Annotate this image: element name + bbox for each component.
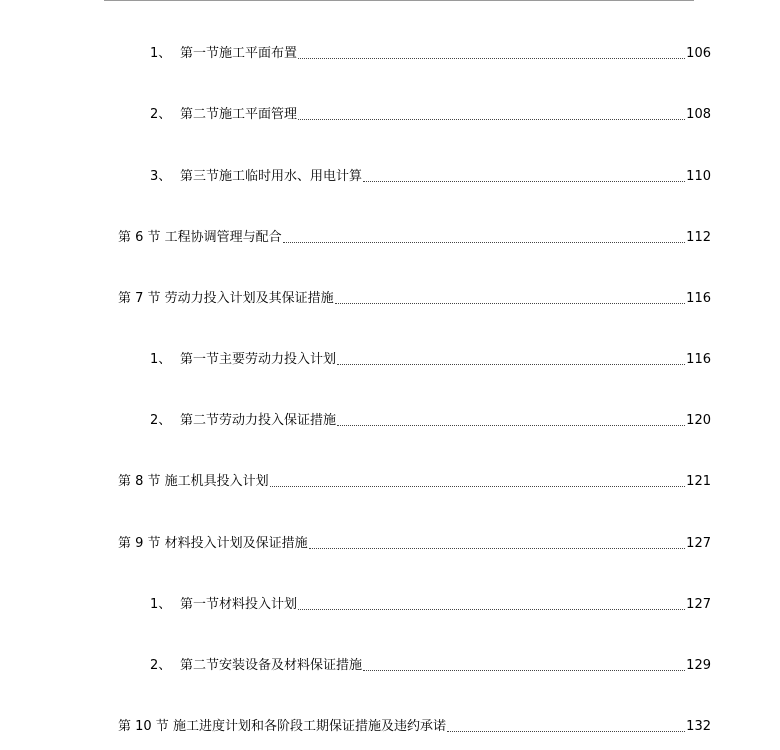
toc-entry-title: 第二节施工平面管理 — [180, 107, 298, 122]
toc-entry-page-number: 121 — [686, 474, 711, 489]
dot-leader — [298, 119, 685, 120]
toc-entry-title: 第一节材料投入计划 — [180, 597, 298, 612]
dot-leader — [363, 670, 685, 671]
toc-entry-title: 第二节安装设备及材料保证措施 — [180, 658, 363, 673]
toc-entry-number: 2、 — [150, 107, 172, 122]
header-rule — [104, 0, 694, 1]
toc-entry-number: 1、 — [150, 597, 172, 612]
toc-entry[interactable] — [150, 165, 711, 185]
toc-entry[interactable] — [150, 103, 711, 123]
toc-entry[interactable] — [150, 593, 711, 613]
toc-entry-title: 第一节主要劳动力投入计划 — [180, 352, 337, 367]
toc-entry-title: 第二节劳动力投入保证措施 — [180, 413, 337, 428]
toc-entry[interactable] — [150, 654, 711, 674]
toc-entry-title: 第三节施工临时用水、用电计算 — [180, 169, 363, 184]
toc-entry[interactable] — [118, 470, 711, 490]
toc-entry-number: 2、 — [150, 413, 172, 428]
dot-leader — [270, 486, 686, 487]
toc-entry-title: 第 9 节 材料投入计划及保证措施 — [118, 536, 308, 551]
toc-entry-number: 1、 — [150, 46, 172, 61]
toc-entry-page-number: 120 — [686, 413, 711, 428]
toc-entry-page-number: 108 — [686, 107, 711, 122]
toc-entry-page-number: 112 — [686, 230, 711, 245]
toc-entry-page-number: 116 — [686, 352, 711, 367]
toc-entry-title: 第 6 节 工程协调管理与配合 — [118, 230, 282, 245]
toc-entry-title: 第一节施工平面布置 — [180, 46, 298, 61]
toc-entry[interactable] — [118, 532, 711, 552]
toc-entry-number: 1、 — [150, 352, 172, 367]
toc-entry-title: 第 10 节 施工进度计划和各阶段工期保证措施及违约承诺 — [118, 719, 446, 734]
toc-entry-page-number: 129 — [686, 658, 711, 673]
dot-leader — [298, 58, 685, 59]
dot-leader — [337, 425, 685, 426]
dot-leader — [309, 548, 686, 549]
dot-leader — [335, 303, 686, 304]
toc-entry-title: 第 8 节 施工机具投入计划 — [118, 474, 269, 489]
dot-leader — [447, 731, 685, 732]
toc-entry[interactable] — [150, 409, 711, 429]
dot-leader — [283, 242, 686, 243]
toc-entry-number: 3、 — [150, 169, 172, 184]
toc-entry-page-number: 116 — [686, 291, 711, 306]
toc-entry[interactable] — [150, 348, 711, 368]
toc-entry-page-number: 127 — [686, 597, 711, 612]
toc-entry-page-number: 106 — [686, 46, 711, 61]
toc-entry[interactable] — [118, 287, 711, 307]
dot-leader — [337, 364, 685, 365]
toc-entry-page-number: 132 — [686, 719, 711, 734]
dot-leader — [298, 609, 685, 610]
toc-entry-page-number: 127 — [686, 536, 711, 551]
toc-entry[interactable] — [118, 715, 711, 735]
toc-entry-page-number: 110 — [686, 169, 711, 184]
toc-entry[interactable] — [118, 226, 711, 246]
toc-entry-title: 第 7 节 劳动力投入计划及其保证措施 — [118, 291, 334, 306]
toc-entry-number: 2、 — [150, 658, 172, 673]
dot-leader — [363, 181, 685, 182]
toc-entry[interactable] — [150, 42, 711, 62]
